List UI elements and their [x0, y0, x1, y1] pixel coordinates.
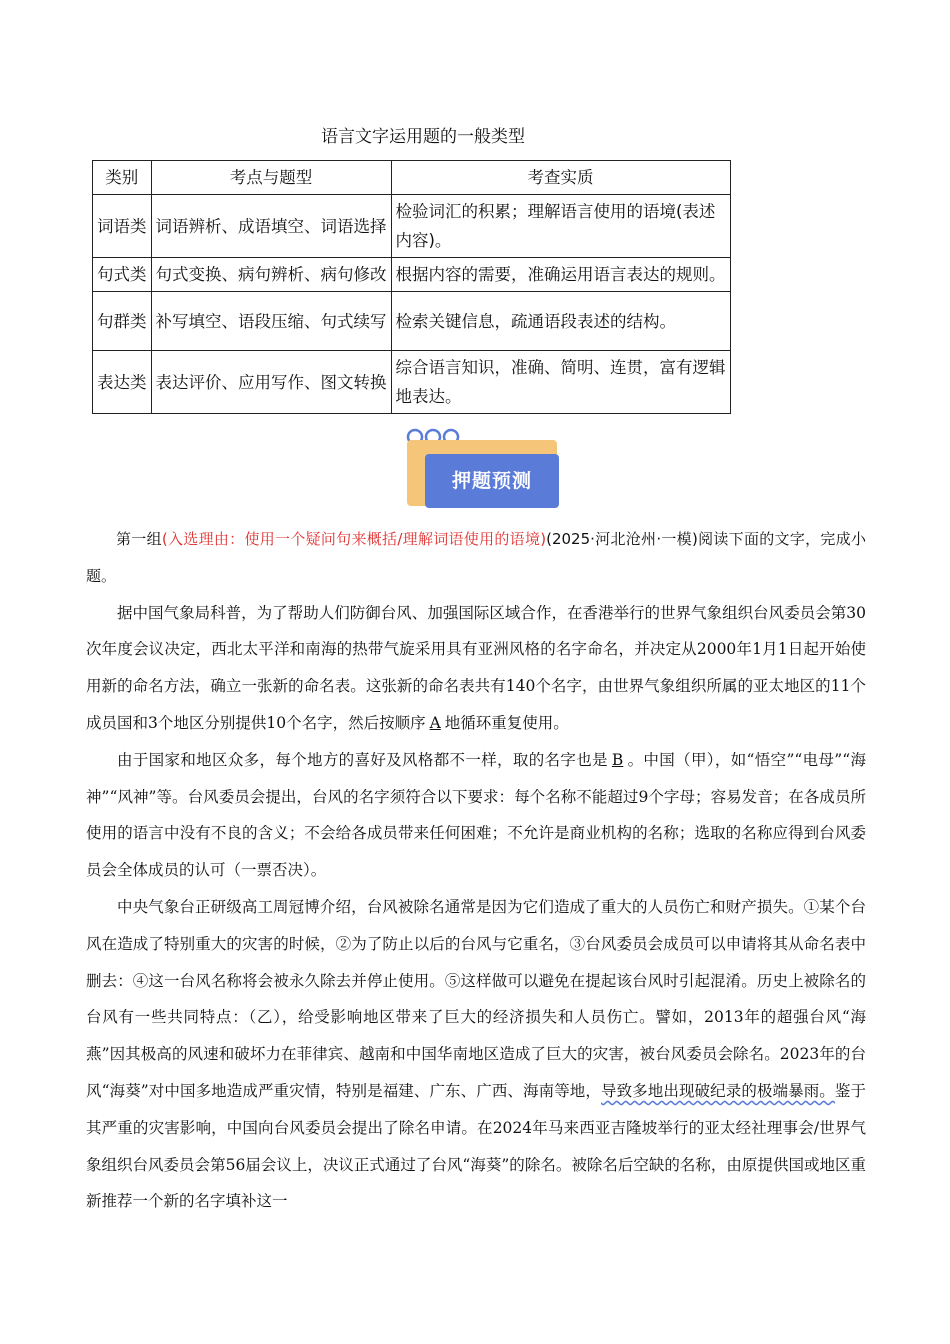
blank-b: B	[611, 750, 624, 769]
paragraph-2	[86, 742, 866, 889]
group-prefix: 第一组	[116, 530, 162, 548]
group-source: (2025·河北沧州·一模)阅读下面的文字，完成小题。	[86, 530, 866, 585]
paragraph-text: 。中国（甲），如“悟空”“电母”“海神”“风神”等。台风委员会提出，台风的名字须符合以下要求：每个名称不能超过9个字母；容易发音；在各成员所使用的语言中没有不良的含义；不会给各成员带来任何困难；不允许是商业机构的名称；选取的名称应得到台风委员会全体成员的认可（一票否决）。	[86, 750, 866, 880]
table-row	[93, 292, 731, 351]
header-category: 类别	[93, 161, 152, 195]
paragraph-1	[86, 595, 866, 742]
row-topics: 表达评价、应用写作、图文转换	[151, 351, 391, 414]
row-essence: 综合语言知识，准确、简明、连贯，富有逻辑地表达。	[391, 351, 730, 414]
row-topics: 句式变换、病句辨析、病句修改	[151, 258, 391, 292]
header-essence: 考查实质	[391, 161, 730, 195]
group-heading	[86, 521, 866, 595]
row-essence: 检索关键信息，疏通语段表述的结构。	[391, 292, 730, 351]
question-types-table	[92, 160, 731, 414]
table-row	[93, 351, 731, 414]
paragraph-text: 由于国家和地区众多，每个地方的喜好及风格都不一样，取的名字也是	[117, 750, 608, 769]
paragraph-3	[86, 889, 866, 1220]
paragraph-text: 据中国气象局科普，为了帮助人们防御台风、加强国际区域合作，在香港举行的世界气象组织台风委员会第30次年度会议决定，西北太平洋和南海的热带气旋采用具有亚洲风格的名字命名，并决定从2000年1月1日起开始使用新的命名方法，确立一张新的命名表。这张新的命名表共有140个名字，由世界气象组织所属的亚太地区的11个成员国和3个地区分别提供10个名字，然后按顺序	[86, 603, 866, 732]
blank-a: A	[429, 713, 441, 732]
row-topics: 补写填空、语段压缩、句式续写	[151, 292, 391, 351]
table-title: 语言文字运用题的一般类型	[321, 127, 525, 147]
table-row	[93, 195, 731, 258]
table-header-row	[93, 161, 731, 195]
row-category: 词语类	[93, 195, 152, 258]
row-essence: 根据内容的需要，准确运用语言表达的规则。	[391, 258, 730, 292]
row-category: 句式类	[93, 258, 152, 292]
paragraph-text: 鉴于其严重的灾害影响，中国向台风委员会提出了除名申请。在2024年马来西亚吉隆坡举行的亚太经社理事会/世界气象组织台风委员会第56届会议上，决议正式通过了台风“海葵”的除名。被除名后空缺的名称，由原提供国或地区重新推荐一个新的名字填补这一	[86, 1081, 866, 1211]
table-row	[93, 258, 731, 292]
banner-label: 押题预测	[425, 454, 559, 508]
header-topics: 考点与题型	[151, 161, 391, 195]
selection-reason: (入选理由：使用一个疑问句来概括/理解词语使用的语境)	[161, 530, 547, 548]
row-topics: 词语辨析、成语填空、词语选择	[151, 195, 391, 258]
wavy-underlined-sentence: 导致多地出现破纪录的极端暴雨。	[601, 1081, 835, 1100]
row-category: 表达类	[93, 351, 152, 414]
prediction-banner	[395, 426, 565, 510]
row-category: 句群类	[93, 292, 152, 351]
paragraph-text: 地循环重复使用。	[444, 713, 569, 732]
paragraph-text: 中央气象台正研级高工周冠博介绍，台风被除名通常是因为它们造成了重大的人员伤亡和财产损失。①某个台风在造成了特别重大的灾害的时候，②为了防止以后的台风与它重名，③台风委员会成员可以申请将其从命名表中删去：④这一台风名称将会被永久除去并停止使用。⑤这样做可以避免在提起该台风时引起混淆。历史上被除名的台风有一些共同特点：（乙），给受影响地区带来了巨大的经济损失和人员伤亡。譬如，2013年的超强台风“海燕”因其极高的风速和破坏力在菲律宾、越南和中国华南地区造成了巨大的灾害，被台风委员会除名。2023年的台风“海葵”对中国多地造成严重灾情，特别是福建、广东、广西、海南等地，	[86, 897, 866, 1100]
row-essence: 检验词汇的积累；理解语言使用的语境(表述内容)。	[391, 195, 730, 258]
passage	[86, 521, 866, 1220]
